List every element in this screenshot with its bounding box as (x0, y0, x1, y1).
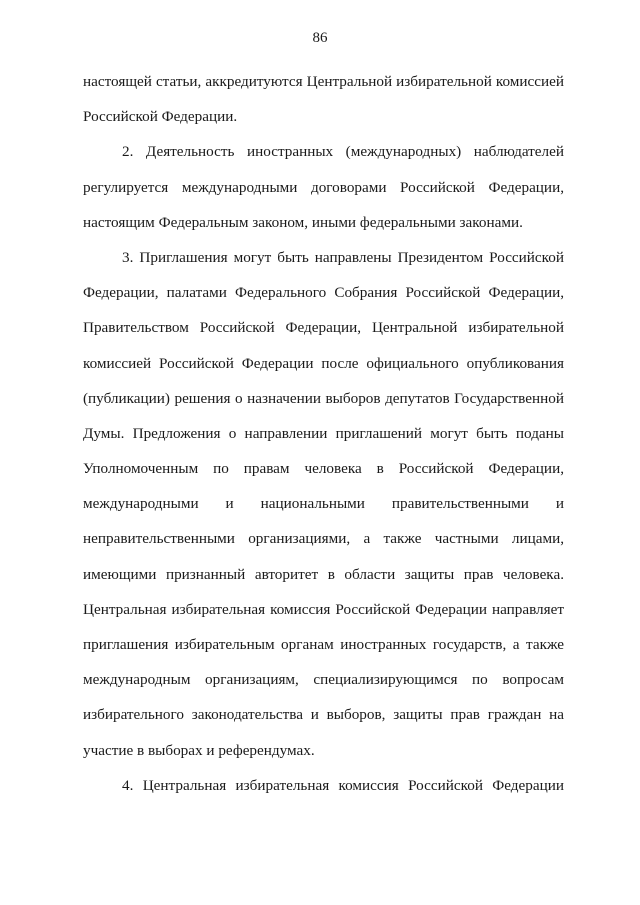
text-line: Федерации, палатами Федерального Собрания Российской Федерации, (83, 284, 564, 302)
text-line: имеющими признанный авторитет в области защиты прав человека. (83, 565, 564, 583)
page-number: 86 (312, 30, 328, 46)
text-line: приглашения избирательным органам иностранных государств, а также (83, 636, 564, 653)
text-line: международным организациям, специализирующимся по вопросам (83, 671, 564, 689)
text-line: 2. Деятельность иностранных (международных) наблюдателей (122, 143, 564, 161)
text-line: избирательного законодательства и выборов, защиты прав граждан на (83, 706, 564, 724)
body-text (83, 64, 564, 803)
text-line: настоящей статьи, аккредитуются Центральной избирательной комиссией (83, 73, 564, 90)
text-line: Правительством Российской Федерации, Центральной избирательной (83, 319, 564, 337)
text-line: 3. Приглашения могут быть направлены Президентом Российской (122, 248, 564, 266)
text-line: комиссией Российской Федерации после официального опубликования (83, 354, 564, 372)
text-line: международными и национальными правительственными и (83, 495, 564, 513)
text-line: регулируется международными договорами Российской Федерации, (83, 178, 564, 196)
text-line: неправительственными организациями, а также частными лицами, (83, 530, 564, 548)
text-line: Центральная избирательная комиссия Российской Федерации направляет (83, 600, 564, 618)
text-line: настоящим Федеральным законом, иными федеральными законами. (83, 213, 523, 231)
text-line: участие в выборах и референдумах. (83, 741, 315, 759)
text-line: Уполномоченным по правам человека в Российской Федерации, (83, 460, 564, 478)
text-line: Российской Федерации. (83, 108, 238, 126)
text-line: (публикации) решения о назначении выборов депутатов Государственной (83, 389, 564, 407)
text-line: 4. Центральная избирательная комиссия Российской Федерации (122, 776, 564, 794)
text-line: Думы. Предложения о направлении приглашений могут быть поданы (83, 424, 564, 442)
